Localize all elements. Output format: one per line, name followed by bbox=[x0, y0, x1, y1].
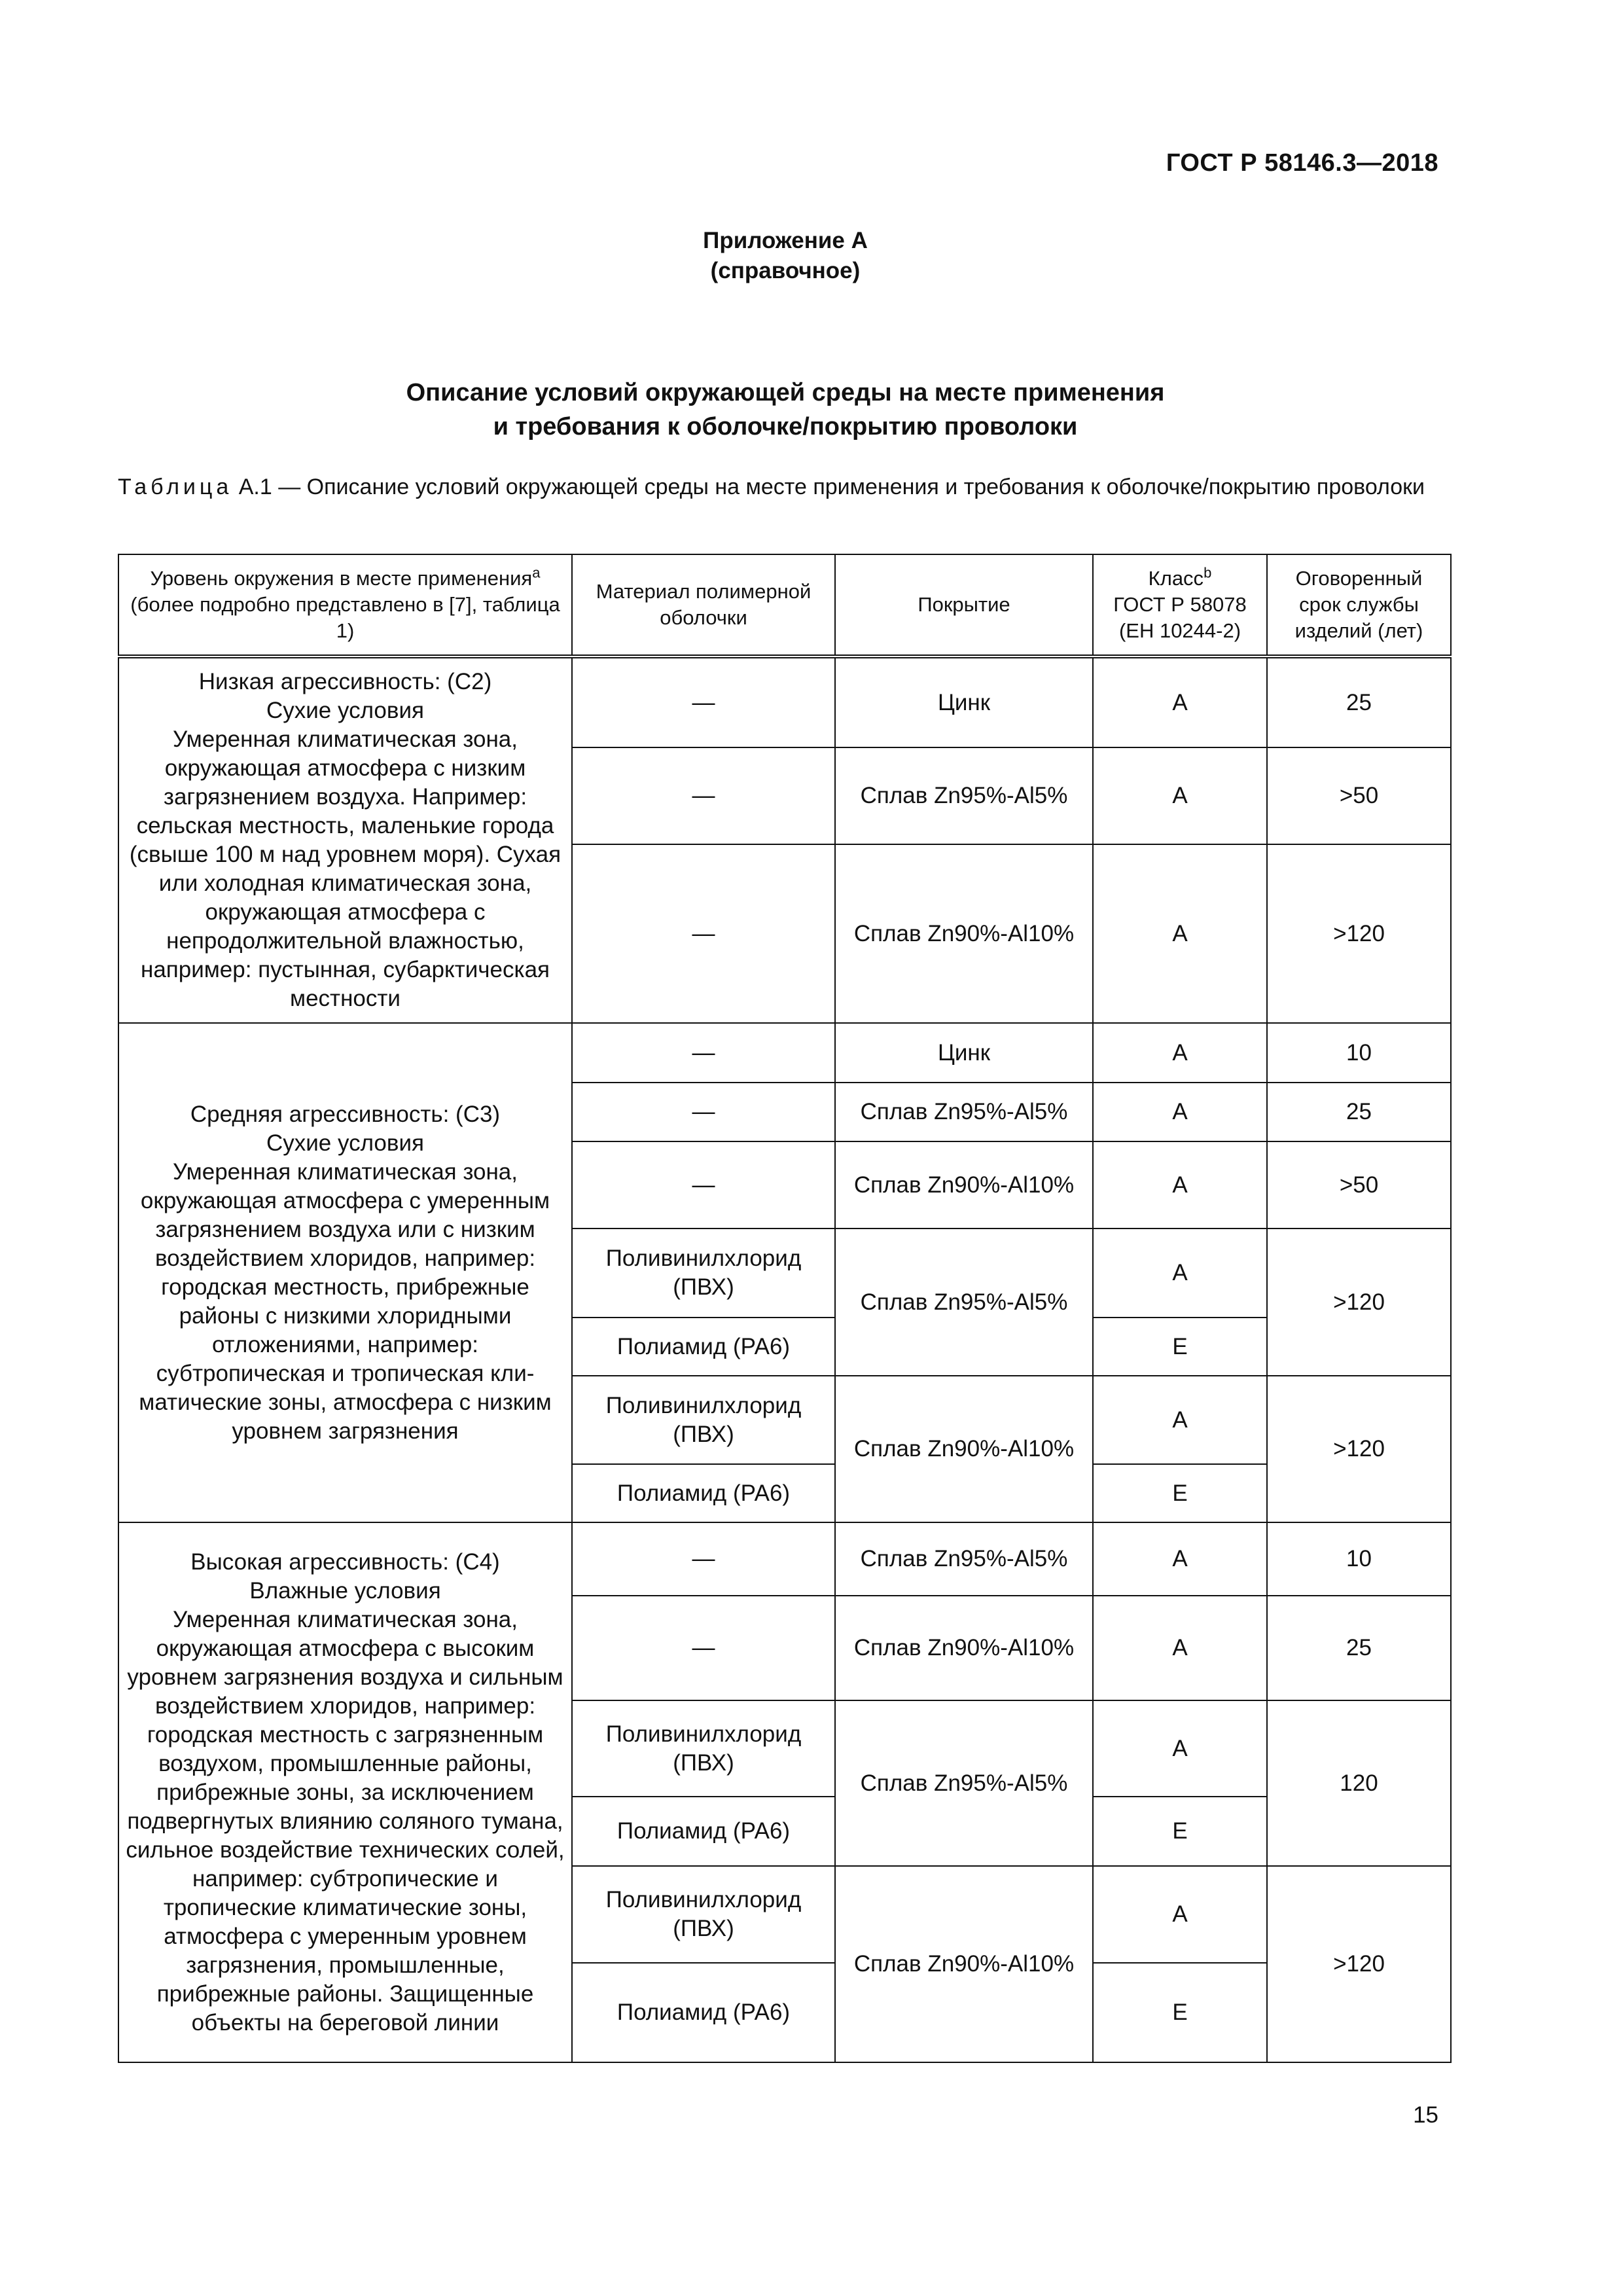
coating-cell: Сплав Zn95%-Al5% bbox=[835, 1229, 1093, 1376]
condition-description: Умеренная климатическая зона, окружающая атмосфера с низким загрязнением воздуха. Например: сельская местность, маленькие города (свыше 100 м над уровнем моря). Сухая или холодная климатическая зона, окружающая атмосфера с непродолжительной влажностью, например: пустынная, субарктическая местности bbox=[129, 726, 562, 1011]
header-environment-level bbox=[118, 554, 572, 656]
header-class-standard: ГОСТ Р 58078 (ЕН 10244-2) bbox=[1113, 593, 1247, 642]
life-cell: >120 bbox=[1267, 844, 1451, 1023]
material-cell: — bbox=[572, 844, 835, 1023]
condition-humidity: Сухие условия bbox=[266, 698, 424, 723]
life-cell: 10 bbox=[1267, 1522, 1451, 1596]
header-service-life: Оговоренный срок службы изделий (лет) bbox=[1267, 554, 1451, 656]
table-caption bbox=[118, 473, 1450, 501]
header-material: Материал полимерной оболочки bbox=[572, 554, 835, 656]
material-cell: — bbox=[572, 1023, 835, 1083]
life-cell: >120 bbox=[1267, 1866, 1451, 2062]
material-cell: — bbox=[572, 1141, 835, 1229]
coating-cell: Сплав Zn90%-Al10% bbox=[835, 1866, 1093, 2062]
coating-cell: Сплав Zn90%-Al10% bbox=[835, 1596, 1093, 1700]
coating-cell: Сплав Zn90%-Al10% bbox=[835, 1376, 1093, 1522]
life-cell: >120 bbox=[1267, 1229, 1451, 1376]
class-cell: А bbox=[1093, 1700, 1267, 1797]
material-cell: Полиамид (РА6) bbox=[572, 1963, 835, 2062]
class-cell: А bbox=[1093, 1866, 1267, 1963]
life-cell: >120 bbox=[1267, 1376, 1451, 1522]
material-cell: — bbox=[572, 1083, 835, 1141]
material-cell: Поливинилхлорид (ПВХ) bbox=[572, 1866, 835, 1963]
class-cell: А bbox=[1093, 1376, 1267, 1464]
condition-title: Высокая агрессивность: (С4) bbox=[190, 1549, 500, 1575]
appendix-title-block bbox=[0, 226, 1571, 286]
table-row bbox=[118, 656, 1451, 747]
condition-title: Низкая агрессивность: (С2) bbox=[198, 669, 492, 694]
table-row bbox=[118, 1522, 1451, 1596]
material-cell: Поливинилхлорид (ПВХ) bbox=[572, 1229, 835, 1318]
material-cell: Поливинилхлорид (ПВХ) bbox=[572, 1376, 835, 1464]
section-heading-line-1: Описание условий окружающей среды на месте применения bbox=[406, 379, 1165, 406]
class-cell: А bbox=[1093, 1596, 1267, 1700]
material-cell: Поливинилхлорид (ПВХ) bbox=[572, 1700, 835, 1797]
appendix-title: Приложение А bbox=[703, 228, 868, 253]
coating-cell: Цинк bbox=[835, 656, 1093, 747]
coating-cell: Сплав Zn95%-Al5% bbox=[835, 747, 1093, 844]
footnote-mark-b: b bbox=[1204, 564, 1212, 581]
table-row bbox=[118, 1023, 1451, 1083]
header-level-text: Уровень окружения в месте применения bbox=[150, 567, 533, 590]
condition-description: Умеренная климатическая зона, окружающая атмосфера с умеренным загрязнением воздуха или с низким воздействием хлоридов, например: городская местность, прибрежные районы с низкими хлоридными отложениями, например: субтропическая и тропическая климатические зоны, атмосфера с низким уровнем загрязнения bbox=[139, 1158, 552, 1444]
table-caption-label: Таблица bbox=[118, 475, 233, 499]
life-cell: 25 bbox=[1267, 656, 1451, 747]
coating-cell: Сплав Zn90%-Al10% bbox=[835, 844, 1093, 1023]
class-cell: Е bbox=[1093, 1464, 1267, 1522]
appendix-subtitle: (справочное) bbox=[710, 258, 861, 283]
condition-cell-c2 bbox=[118, 656, 572, 1023]
footnote-mark-a: a bbox=[532, 564, 541, 581]
coating-cell: Цинк bbox=[835, 1023, 1093, 1083]
table-caption-text: А.1 — Описание условий окружающей среды на месте применения и требования к оболочке/покрытию проволоки bbox=[232, 475, 1425, 499]
page-number: 15 bbox=[1413, 2102, 1438, 2128]
condition-cell-c3 bbox=[118, 1023, 572, 1522]
class-cell: Е bbox=[1093, 1318, 1267, 1376]
section-heading bbox=[0, 376, 1571, 444]
header-class bbox=[1093, 554, 1267, 656]
class-cell: А bbox=[1093, 844, 1267, 1023]
class-cell: А bbox=[1093, 656, 1267, 747]
header-level-text-cont: (более подробно представлено в [7], таблица 1) bbox=[130, 593, 560, 642]
environment-requirements-table bbox=[118, 554, 1452, 2063]
class-cell: А bbox=[1093, 1522, 1267, 1596]
condition-title: Средняя агрессивность: (С3) bbox=[190, 1101, 501, 1127]
life-cell: 25 bbox=[1267, 1083, 1451, 1141]
condition-humidity: Сухие условия bbox=[266, 1130, 424, 1156]
material-cell: — bbox=[572, 1522, 835, 1596]
material-cell: — bbox=[572, 747, 835, 844]
header-coating: Покрытие bbox=[835, 554, 1093, 656]
class-cell: Е bbox=[1093, 1797, 1267, 1866]
material-cell: Полиамид (РА6) bbox=[572, 1318, 835, 1376]
document-code: ГОСТ Р 58146.3—2018 bbox=[1166, 149, 1438, 177]
class-cell: А bbox=[1093, 1141, 1267, 1229]
table-header-row bbox=[118, 554, 1451, 656]
condition-cell-c4 bbox=[118, 1522, 572, 2062]
coating-cell: Сплав Zn95%-Al5% bbox=[835, 1522, 1093, 1596]
material-cell: Полиамид (РА6) bbox=[572, 1797, 835, 1866]
life-cell: >50 bbox=[1267, 1141, 1451, 1229]
condition-humidity: Влажные условия bbox=[249, 1577, 441, 1604]
condition-description: Умеренная климатическая зона, окружающая атмосфера с высоким уровнем загрязнения воздуха и сильным воздействием хлоридов, например: городская местность с загрязненным воздухом, промышленные районы, прибрежные зоны, за исключением подвергнутых влиянию соляного тумана, сильное воздействие технических солей, например: субтропические и тропические климатические зоны, атмосфера с умеренным уровнем загрязнения, промышленные, прибрежные районы. Защищенные объекты на береговой линии bbox=[126, 1606, 565, 2036]
life-cell: 120 bbox=[1267, 1700, 1451, 1866]
class-cell: А bbox=[1093, 1023, 1267, 1083]
life-cell: 25 bbox=[1267, 1596, 1451, 1700]
header-class-text: Класс bbox=[1148, 567, 1204, 590]
life-cell: 10 bbox=[1267, 1023, 1451, 1083]
class-cell: Е bbox=[1093, 1963, 1267, 2062]
section-heading-line-2: и требования к оболочке/покрытию проволоки bbox=[493, 413, 1078, 440]
class-cell: А bbox=[1093, 1229, 1267, 1318]
material-cell: — bbox=[572, 1596, 835, 1700]
coating-cell: Сплав Zn90%-Al10% bbox=[835, 1141, 1093, 1229]
material-cell: Полиамид (РА6) bbox=[572, 1464, 835, 1522]
life-cell: >50 bbox=[1267, 747, 1451, 844]
class-cell: А bbox=[1093, 1083, 1267, 1141]
material-cell: — bbox=[572, 656, 835, 747]
coating-cell: Сплав Zn95%-Al5% bbox=[835, 1700, 1093, 1866]
class-cell: А bbox=[1093, 747, 1267, 844]
coating-cell: Сплав Zn95%-Al5% bbox=[835, 1083, 1093, 1141]
